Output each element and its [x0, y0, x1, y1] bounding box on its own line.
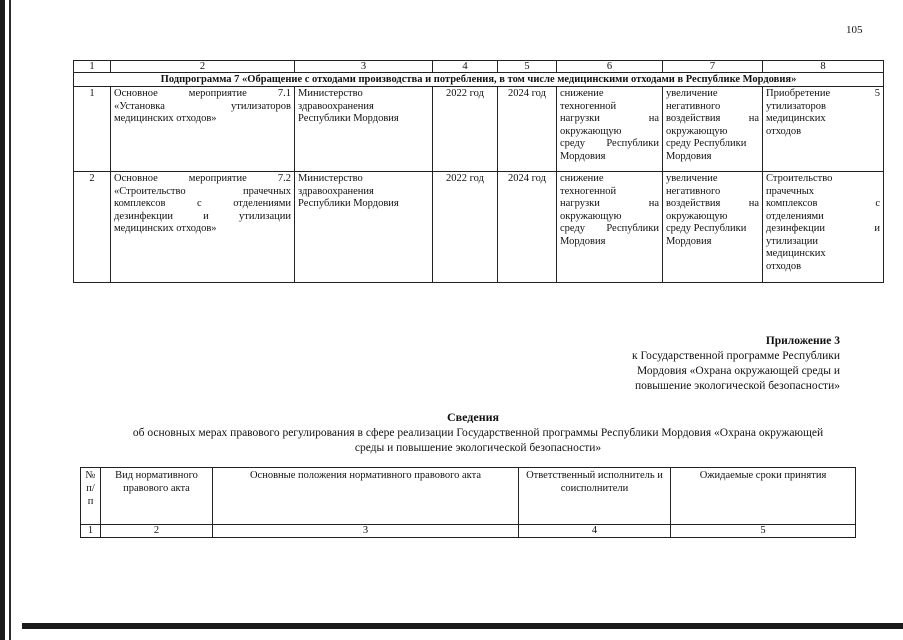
appendix-line: Мордовия «Охрана окружающей среды и: [636, 365, 840, 377]
section-title: Сведения: [446, 410, 500, 424]
cell-line: медицинских: [766, 248, 826, 259]
column-number: 4: [433, 61, 498, 73]
effect-cell: [663, 172, 763, 283]
page-number: 105: [846, 24, 863, 36]
cell-line: комплексов с: [766, 198, 880, 209]
cell-line: Строительство: [766, 173, 833, 184]
cell-line: среду Республики: [560, 138, 659, 149]
column-number-row: [74, 61, 884, 73]
cell-line: «Строительство прачечных: [114, 185, 291, 197]
row-number: 1: [74, 87, 111, 172]
cell-line: увеличение: [666, 88, 718, 99]
cell-line: негативного: [666, 185, 721, 197]
column-number: 1: [81, 525, 101, 538]
cell-line: негативного: [666, 100, 721, 112]
column-header: Вид нормативного правового акта: [101, 468, 213, 525]
column-number: 1: [74, 61, 111, 73]
cell-line: медицинских отходов»: [114, 223, 217, 234]
cell-line: отходов: [766, 260, 802, 272]
cell-line: увеличение: [666, 173, 718, 184]
cell-line: снижение: [560, 173, 604, 184]
column-header: Ответственный исполнитель и соисполнители: [519, 468, 671, 525]
cell-line: окружающую: [560, 210, 622, 222]
cell-line: окружающую: [666, 210, 728, 222]
column-number-row: [81, 525, 856, 538]
scan-edge-left-line: [9, 0, 11, 640]
subprogram-row: [74, 73, 884, 87]
end-year-cell: 2024 год: [498, 87, 557, 172]
result-cell: [557, 172, 663, 283]
event-cell: [111, 172, 295, 283]
cell-line: снижение: [560, 88, 604, 99]
executor-cell: Министерство здравоохранения Республики Мордовия: [295, 87, 433, 172]
cell-line: «Установка утилизаторов: [114, 100, 291, 112]
end-year-cell: 2024 год: [498, 172, 557, 283]
appendix-header: [560, 334, 840, 394]
executor-cell: Министерство здравоохранения Республики Мордовия: [295, 172, 433, 283]
cell-line: дезинфекции и утилизации: [114, 210, 291, 222]
cell-line: воздействия на: [666, 113, 759, 124]
column-header: № п/п: [81, 468, 101, 525]
cell-line: отходов: [766, 125, 802, 137]
row-number: 2: [74, 172, 111, 283]
column-number: 7: [663, 61, 763, 73]
subtitle-line: среды и повышение экологической безопасности»: [354, 442, 602, 454]
column-header: Основные положения нормативного правового акта: [213, 468, 519, 525]
column-number: 3: [213, 525, 519, 538]
cell-line: нагрузки на: [560, 113, 659, 124]
header-row: [81, 468, 856, 525]
appendix-line: повышение экологической безопасности»: [634, 380, 840, 392]
cell-line: воздействия на: [666, 198, 759, 209]
cell-line: среду Республики: [666, 138, 747, 149]
cell-line: среду Республики: [666, 223, 747, 234]
appendix-title: Приложение 3: [765, 335, 840, 347]
column-number: 6: [557, 61, 663, 73]
scan-edge-bottom: [22, 623, 903, 629]
cell-line: нагрузки на: [560, 198, 659, 209]
cell-line: Мордовия: [666, 235, 712, 247]
cell-line: утилизации: [766, 235, 818, 247]
table-row: [74, 172, 884, 283]
cell-line: техногенной: [560, 185, 617, 197]
column-number: 8: [763, 61, 884, 73]
cell-line: отделениями: [766, 210, 824, 222]
cell-line: медицинских: [766, 113, 826, 124]
table-row: [74, 87, 884, 172]
result-cell: [557, 87, 663, 172]
appendix-line: к Государственной программе Республики: [632, 350, 840, 362]
subtitle-line: об основных мерах правового регулирования в сфере реализации Государственной программы Республики Мордовия «Охрана окружающей: [132, 427, 824, 439]
start-year-cell: 2022 год: [433, 172, 498, 283]
column-number: 5: [671, 525, 856, 538]
cell-line: техногенной: [560, 100, 617, 112]
cell-line: медицинских отходов»: [114, 113, 217, 124]
measures-table: [73, 60, 884, 283]
column-header: Ожидаемые сроки принятия: [671, 468, 856, 525]
cell-line: среду Республики: [560, 223, 659, 234]
cell-line: окружающую: [560, 125, 622, 137]
cell-line: прачечных: [766, 185, 814, 197]
column-number: 4: [519, 525, 671, 538]
measure-cell: [763, 172, 884, 283]
effect-cell: [663, 87, 763, 172]
start-year-cell: 2022 год: [433, 87, 498, 172]
column-number: 3: [295, 61, 433, 73]
cell-line: Мордовия: [560, 235, 606, 247]
section-subtitle: [73, 426, 883, 456]
cell-line: утилизаторов: [766, 100, 827, 112]
measure-cell: [763, 87, 884, 172]
event-cell: [111, 87, 295, 172]
cell-line: Основное мероприятие 7.2: [114, 173, 291, 184]
legal-regulation-table: [80, 467, 856, 538]
cell-line: Мордовия: [666, 150, 712, 162]
subprogram-title: Подпрограмма 7 «Обращение с отходами производства и потребления, в том числе медицинскими отходами в Республике Мордовия»: [74, 73, 884, 87]
scan-edge-left: [0, 0, 5, 640]
cell-line: дезинфекции и: [766, 223, 880, 234]
cell-line: Мордовия: [560, 150, 606, 162]
cell-line: Приобретение 5: [766, 88, 880, 99]
cell-line: комплексов с отделениями: [114, 198, 291, 209]
cell-line: окружающую: [666, 125, 728, 137]
column-number: 5: [498, 61, 557, 73]
column-number: 2: [101, 525, 213, 538]
cell-line: Основное мероприятие 7.1: [114, 88, 291, 99]
column-number: 2: [111, 61, 295, 73]
